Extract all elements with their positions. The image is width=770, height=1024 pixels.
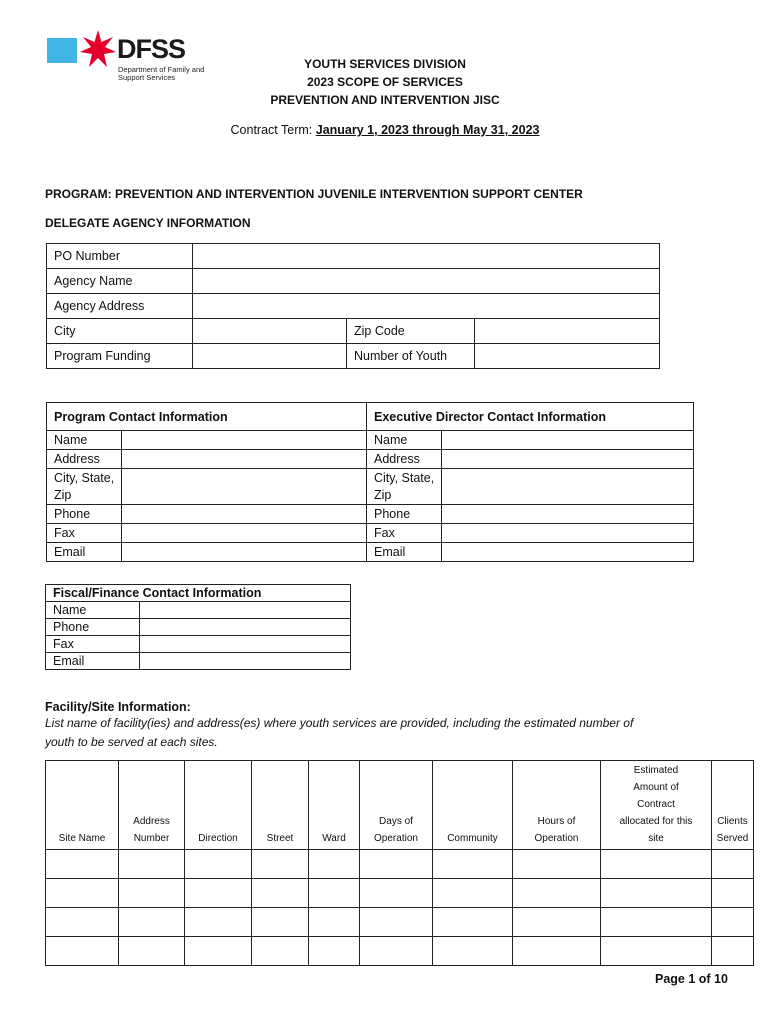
table-cell[interactable] [360, 937, 433, 966]
fiscal-fax-field[interactable] [140, 636, 351, 653]
fiscal-email-label: Email [46, 653, 140, 670]
table-cell[interactable] [46, 908, 119, 937]
col-hours-l2: Operation [534, 833, 579, 844]
table-cell[interactable] [185, 937, 252, 966]
agency-address-field[interactable] [193, 294, 660, 319]
number-of-youth-field[interactable] [475, 344, 660, 369]
table-cell[interactable] [712, 908, 754, 937]
table-cell[interactable] [185, 908, 252, 937]
program-funding-field[interactable] [193, 344, 347, 369]
fiscal-name-field[interactable] [140, 602, 351, 619]
col-clients-l1: Clients [717, 816, 748, 827]
table-cell[interactable] [601, 850, 712, 879]
contract-term [0, 123, 770, 137]
table-cell[interactable] [46, 937, 119, 966]
table-cell[interactable] [119, 908, 185, 937]
col-amount-l2: Amount of [633, 782, 679, 793]
table-cell[interactable] [712, 850, 754, 879]
table-cell[interactable] [252, 850, 309, 879]
col-hours-l1: Hours of [537, 816, 576, 827]
table-cell[interactable] [513, 879, 601, 908]
program-fax-label: Fax [47, 524, 122, 543]
exec-city-label-line2: Zip [374, 487, 392, 502]
program-city-field[interactable] [122, 469, 367, 505]
table-cell[interactable] [185, 850, 252, 879]
table-cell[interactable] [119, 850, 185, 879]
city-field[interactable] [193, 319, 347, 344]
exec-city-label [367, 469, 442, 505]
facility-instructions-line1: List name of facility(ies) and address(es) where youth services are provided, including the estimated number of [45, 716, 634, 730]
col-ward: Ward [309, 761, 360, 850]
fiscal-contact-title: Fiscal/Finance Contact Information [46, 585, 351, 602]
exec-email-label: Email [367, 543, 442, 562]
facility-instructions [45, 714, 745, 752]
table-cell[interactable] [601, 908, 712, 937]
table-cell[interactable] [513, 908, 601, 937]
table-cell[interactable] [46, 879, 119, 908]
contact-info-table [46, 402, 694, 562]
fiscal-phone-field[interactable] [140, 619, 351, 636]
table-cell[interactable] [252, 879, 309, 908]
table-cell[interactable] [252, 937, 309, 966]
fiscal-name-label: Name [46, 602, 140, 619]
fiscal-email-field[interactable] [140, 653, 351, 670]
exec-fax-label: Fax [367, 524, 442, 543]
delegate-heading: DELEGATE AGENCY INFORMATION [45, 216, 251, 230]
col-address-number-l2: Number [133, 833, 170, 844]
table-cell[interactable] [433, 850, 513, 879]
col-clients-l2: Served [716, 833, 749, 844]
exec-city-field[interactable] [442, 469, 694, 505]
col-days-l1: Days of [379, 816, 413, 827]
division-title: YOUTH SERVICES DIVISION [304, 57, 466, 71]
exec-fax-field[interactable] [442, 524, 694, 543]
program-address-field[interactable] [122, 450, 367, 469]
table-row [46, 908, 754, 937]
table-cell[interactable] [513, 850, 601, 879]
table-cell[interactable] [712, 879, 754, 908]
col-days [360, 761, 433, 850]
table-cell[interactable] [309, 908, 360, 937]
fiscal-phone-label: Phone [46, 619, 140, 636]
col-hours [513, 761, 601, 850]
exec-name-label: Name [367, 431, 442, 450]
table-cell[interactable] [185, 879, 252, 908]
table-cell[interactable] [46, 850, 119, 879]
facility-site-table [45, 760, 754, 966]
program-fax-field[interactable] [122, 524, 367, 543]
contract-term-value: January 1, 2023 through May 31, 2023 [315, 123, 540, 137]
program-name-label: Name [47, 431, 122, 450]
table-cell[interactable] [360, 850, 433, 879]
program-contact-title: Program Contact Information [47, 403, 367, 431]
program-phone-label: Phone [47, 505, 122, 524]
col-days-l2: Operation [374, 833, 418, 844]
po-number-field[interactable] [193, 244, 660, 269]
col-address-number-l1: Address [133, 816, 170, 827]
exec-city-label-line1: City, State, [374, 470, 435, 485]
po-number-label: PO Number [47, 244, 193, 269]
col-street: Street [252, 761, 309, 850]
col-direction: Direction [185, 761, 252, 850]
program-email-label: Email [47, 543, 122, 562]
table-cell[interactable] [433, 908, 513, 937]
program-title: PREVENTION AND INTERVENTION JISC [270, 93, 500, 107]
exec-phone-field[interactable] [442, 505, 694, 524]
program-heading: PROGRAM: PREVENTION AND INTERVENTION JUVENILE INTERVENTION SUPPORT CENTER [45, 187, 583, 201]
page-number: Page 1 of 10 [655, 972, 728, 986]
col-amount-l5: site [648, 833, 664, 844]
number-of-youth-label: Number of Youth [347, 344, 475, 369]
agency-info-table [46, 243, 660, 369]
table-cell[interactable] [252, 908, 309, 937]
contract-term-label: Contract Term: [230, 123, 316, 137]
table-cell[interactable] [119, 879, 185, 908]
program-city-label-line1: City, State, [54, 470, 115, 485]
fiscal-fax-label: Fax [46, 636, 140, 653]
logo-subtitle: Department of Family and Support Services [118, 65, 205, 82]
facility-title: Facility/Site Information: [45, 700, 191, 714]
zip-code-field[interactable] [475, 319, 660, 344]
table-cell[interactable] [309, 937, 360, 966]
table-cell[interactable] [712, 937, 754, 966]
program-name-field[interactable] [122, 431, 367, 450]
table-cell[interactable] [360, 879, 433, 908]
col-amount-l1: Estimated [633, 765, 679, 776]
program-address-label: Address [47, 450, 122, 469]
col-community: Community [433, 761, 513, 850]
scope-title: 2023 SCOPE OF SERVICES [307, 75, 463, 89]
agency-name-field[interactable] [193, 269, 660, 294]
table-row [46, 850, 754, 879]
city-label: City [47, 319, 193, 344]
exec-address-label: Address [367, 450, 442, 469]
table-cell[interactable] [601, 937, 712, 966]
exec-address-field[interactable] [442, 450, 694, 469]
exec-contact-title: Executive Director Contact Information [367, 403, 694, 431]
col-amount-l3: Contract [637, 799, 675, 810]
agency-name-label: Agency Name [47, 269, 193, 294]
exec-phone-label: Phone [367, 505, 442, 524]
facility-instructions-line2: youth to be served at each sites. [45, 735, 218, 749]
table-cell[interactable] [360, 908, 433, 937]
agency-address-label: Agency Address [47, 294, 193, 319]
table-cell[interactable] [433, 879, 513, 908]
col-amount-l4: allocated for this [619, 816, 693, 827]
col-amount [601, 761, 712, 850]
table-row [46, 937, 754, 966]
table-cell[interactable] [601, 879, 712, 908]
col-clients [712, 761, 754, 850]
program-funding-label: Program Funding [47, 344, 193, 369]
col-site-name: Site Name [46, 761, 119, 850]
table-cell[interactable] [119, 937, 185, 966]
table-cell[interactable] [309, 879, 360, 908]
table-row [46, 879, 754, 908]
program-city-label-line2: Zip [54, 487, 72, 502]
table-cell[interactable] [433, 937, 513, 966]
col-address-number [119, 761, 185, 850]
exec-name-field[interactable] [442, 431, 694, 450]
table-cell[interactable] [513, 937, 601, 966]
program-email-field[interactable] [122, 543, 367, 562]
logo-wordmark: DFSS [117, 34, 186, 64]
zip-code-label: Zip Code [347, 319, 475, 344]
program-phone-field[interactable] [122, 505, 367, 524]
table-cell[interactable] [309, 850, 360, 879]
fiscal-contact-table [45, 584, 351, 670]
program-city-label [47, 469, 122, 505]
exec-email-field[interactable] [442, 543, 694, 562]
